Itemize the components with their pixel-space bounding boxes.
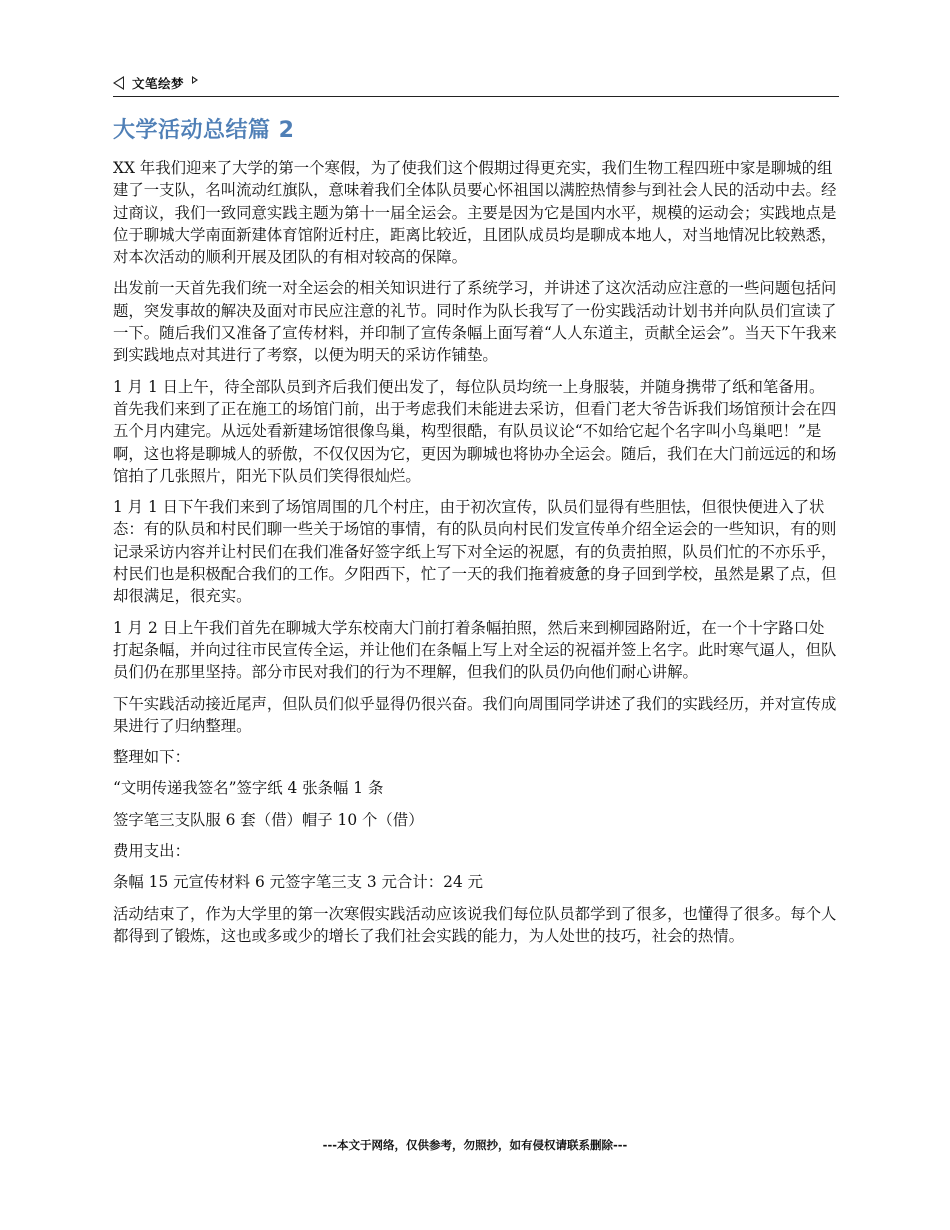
paragraph: 签字笔三支队服 6 套（借）帽子 10 个（借） [113,810,424,829]
paragraph: 1 月 1 日上午，待全部队员到齐后我们便出发了，每位队员均统一上身服装，并随身携带了纸和笔备用。首先我们来到了正在施工的场馆门前，出于考虑我们未能进去采访，但看门老大爷告诉我们场馆预计会在四五个月内建完。从远处看新建场馆很像鸟巢，构型很酷，有队员议论“不如给它起个名字叫小鸟巢吧！”是啊，这也将是聊城人的骄傲，不仅仅因为它，更因为聊城也将协办全运会。随后，我们在大门前远远的和场馆拍了几张照片，阳光下队员们笑得很灿烂。 [113,377,837,485]
paragraph: 条幅 15 元宣传材料 6 元签字笔三支 3 元合计：24 元 [113,873,484,892]
document-body [113,157,839,956]
footer-disclaimer: ---本文于网络，仅供参考，勿照抄，如有侵权请联系删除--- [322,1138,628,1152]
triangle-left-icon [113,76,124,90]
brand-name: 文笔绘梦 [132,76,185,91]
paragraph: “文明传递我签名”签字纸 4 张条幅 1 条 [113,779,384,798]
paragraph: XX 年我们迎来了大学的第一个寒假，为了使我们这个假期过得更充实，我们生物工程四班中家是聊城的组建了一支队，名叫流动红旗队，意味着我们全体队员要心怀祖国以满腔热情参与到社会人民的活动中去。经过商议，我们一致同意实践主题为第十一届全运会。主要是因为它是国内水平，规模的运动会；实践地点是位于聊城大学南面新建体育馆附近村庄，距离比较近，且团队成员均是聊成本地人，对当地情况比较熟悉，对本次活动的顺利开展及团队的有相对较高的保障。 [113,159,837,267]
paragraph: 1 月 2 日上午我们首先在聊城大学东校南大门前打着条幅拍照，然后来到柳园路附近，在一个十字路口处打起条幅，并向过往市民宣传全运，并让他们在条幅上写上对全运的祝福并签上名字。此时寒气逼人，但队员们仍在那里坚持。部分市民对我们的行为不理解，但我们的队员仍向他们耐心讲解。 [113,618,837,682]
paragraph: 整理如下： [113,748,190,767]
paragraph: 费用支出： [113,842,190,861]
paragraph: 下午实践活动接近尾声，但队员们似乎显得仍很兴奋。我们向周围同学讲述了我们的实践经历，并对宣传成果进行了归纳整理。 [113,694,837,735]
paragraph: 出发前一天首先我们统一对全运会的相关知识进行了系统学习，并讲述了这次活动应注意的一些问题包括问题，突发事故的解决及面对市民应注意的礼节。同时作为队长我写了一份实践活动计划书并向队员们宣读了一下。随后我们又准备了宣传材料，并印制了宣传条幅上面写着“人人东道主，贡献全运会”。当天下午我来到实践地点对其进行了考察，以便为明天的采访作铺垫。 [113,279,837,365]
triangle-right-icon [192,76,198,84]
document-header [113,70,839,97]
paragraph: 活动结束了，作为大学里的第一次寒假实践活动应该说我们每位队员都学到了很多，也懂得了很多。每个人都得到了锻炼，这也或多或少的增长了我们社会实践的能力，为人处世的技巧，社会的热情。 [113,904,837,945]
page-title: 大学活动总结篇 2 [113,118,295,143]
paragraph: 1 月 1 日下午我们来到了场馆周围的几个村庄，由于初次宣传，队员们显得有些胆怯，但很快便进入了状态：有的队员和村民们聊一些关于场馆的事情，有的队员向村民们发宣传单介绍全运会的一些知识，有的则记录采访内容并让村民们在我们准备好签字纸上写下对全运的祝愿，有的负责拍照，队员们忙的不亦乐乎，村民们也是积极配合我们的工作。夕阳西下，忙了一天的我们拖着疲惫的身子回到学校，虽然是累了点，但却很满足，很充实。 [113,498,837,606]
